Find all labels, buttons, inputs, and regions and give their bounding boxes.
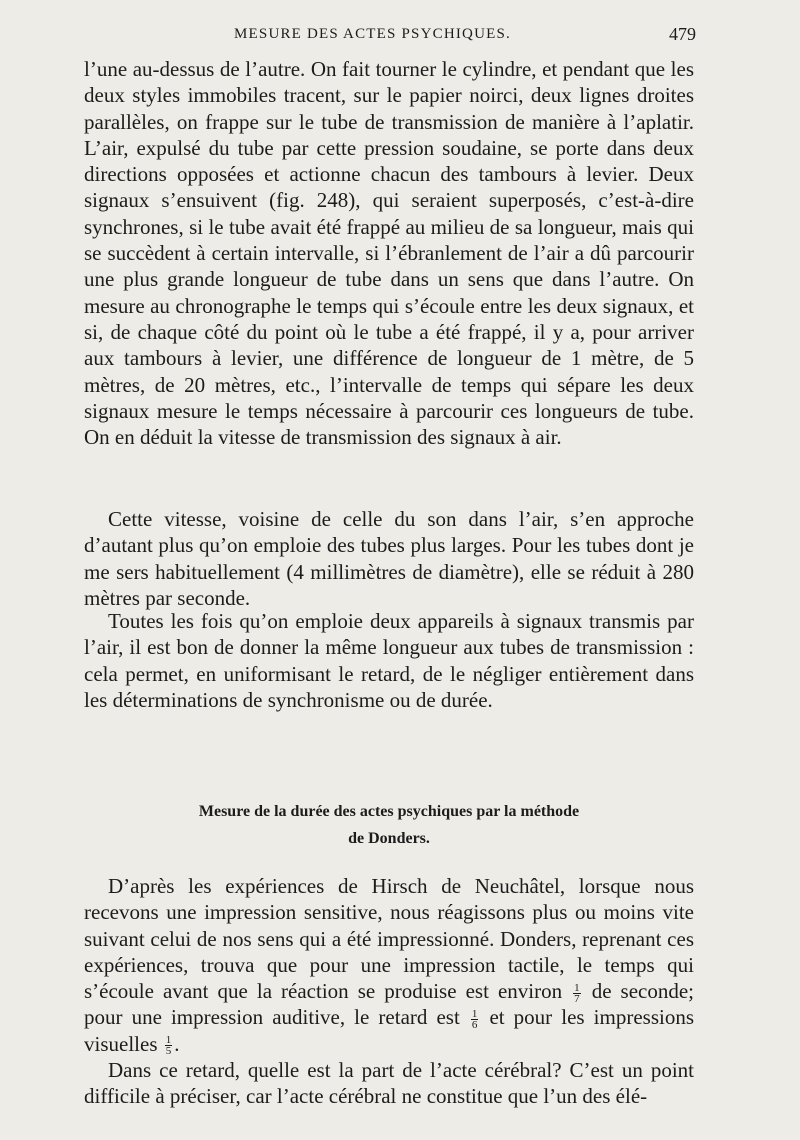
paragraph-tube-length: Toutes les fois qu’on emploie deux appareils à signaux transmis par l’air, il est bon de donner la même longueur aux tubes de transmission : cela permet, en uniformisant le retard, de le négliger entièrement dans les déterminations de synchronisme ou de durée. [84,609,694,712]
fraction-one-fifth [165,1035,173,1056]
running-head [84,24,696,48]
p4-text-a: D’après les expériences de Hirsch de Neuchâtel, lorsque nous recevons une impression sensitive, nous réagissons plus ou moins vite suivant celui de nos sens qui a été impressionné. Donders, reprenant ces expériences, trouva que pour une impression tactile, le temps qui s’écoule avant que la réaction se produise est environ [84,874,694,1004]
section-heading-line-2: de Donders. [348,830,430,847]
section-heading-line-1: Mesure de la durée des actes psychiques par la méthode [198,803,580,820]
fraction-numerator: 1 [471,1008,478,1021]
fraction-numerator: 1 [165,1034,172,1047]
fraction-one-sixth [471,1009,479,1030]
page-number: 479 [669,24,696,44]
p4-text-d: . [174,1031,180,1056]
fraction-denominator: 6 [471,1019,478,1032]
fraction-one-seventh [573,983,581,1004]
p4-text-c: et pour les impressions visuelles [84,1005,694,1056]
fraction-denominator: 7 [574,992,580,1005]
running-title: MESURE DES ACTES PSYCHIQUES. [234,26,511,42]
paragraph-cerebral-act: Dans ce retard, quelle est la part de l’acte cérébral? C’est un point difficile à préciser, car l’acte cérébral ne constitue que l’un des élé- [84,1058,694,1109]
fraction-denominator: 5 [165,1045,172,1058]
paragraph-air-speed: Cette vitesse, voisine de celle du son dans l’air, s’en approche d’autant plus qu’on emploie des tubes plus larges. Pour les tubes dont je me sers habituellement (4 millimètres de diamètre), elle se réduit à 280 mètres par seconde. [84,507,694,610]
section-heading [84,798,694,852]
paragraph-continuation: l’une au-dessus de l’autre. On fait tourner le cylindre, et pendant que les deux styles immobiles tracent, sur le papier noirci, deux lignes droites parallèles, on frappe sur le tube de transmission de manière à l’aplatir. L’air, expulsé du tube par cette pression soudaine, se porte dans deux directions opposées et actionne chacun des tambours à levier. Deux signaux s’ensuivent (fig. 248), qui seraient superposés, c’est-à-dire synchrones, si le tube avait été frappé au milieu de sa longueur, mais qui se succèdent à certain intervalle, si l’ébranlement de l’air a dû parcourir une plus grande longueur de tube dans un sens que dans l’autre. On mesure au chronographe le temps qui s’écoule entre les deux signaux, et si, de chaque côté du point où le tube a été frappé, il y a, pour arriver aux tambours à levier, une différence de longueur de 1 mètre, de 5 mètres, de 20 mètres, etc., l’intervalle de temps qui sépare les deux signaux mesure le temps nécessaire à parcourir ces longueurs de tube. On en déduit la vitesse de transmission des signaux à air. [84,57,694,450]
paragraph-donders [84,873,694,1057]
fraction-numerator: 1 [574,981,580,994]
p4-text-b: de seconde; pour une impression auditive, le retard est [84,979,695,1030]
